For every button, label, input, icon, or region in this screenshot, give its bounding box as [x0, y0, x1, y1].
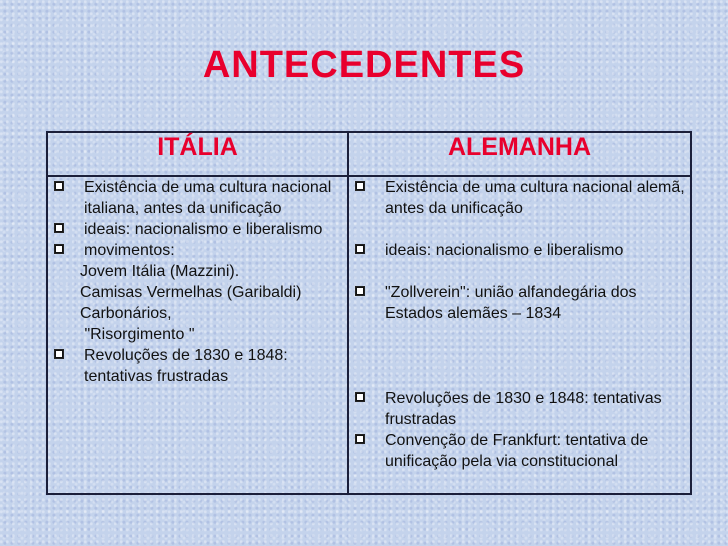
- checkbox-bullet-icon: [355, 181, 368, 194]
- list-item: Revoluções de 1830 e 1848: tentativas frustradas: [50, 345, 345, 387]
- list-item: ideais: nacionalismo e liberalismo: [351, 240, 688, 261]
- header-italia: ITÁLIA: [47, 132, 348, 176]
- checkbox-bullet-icon: [54, 244, 67, 257]
- checkbox-bullet-icon: [355, 244, 368, 257]
- list-item: Existência de uma cultura nacional italiana, antes da unificação: [50, 177, 345, 219]
- checkbox-bullet-icon: [54, 181, 67, 194]
- movimento-camisas-vermelhas: Camisas Vermelhas (Garibaldi): [80, 284, 302, 301]
- movimento-jovem-italia: Jovem Itália (Mazzini).: [80, 263, 240, 280]
- checkbox-bullet-icon: [355, 392, 368, 405]
- table-row: [47, 176, 691, 494]
- checkbox-bullet-icon: [355, 286, 368, 299]
- list-item: movimentos: Jovem Itália (Mazzini). Camisas Vermelhas (Garibaldi) Carbonários, "Risorgimento ": [50, 240, 345, 345]
- header-alemanha: ALEMANHA: [348, 132, 691, 176]
- cell-alemanha: [348, 176, 691, 494]
- list-item: "Zollverein": união alfandegária dos Estados alemães – 1834: [351, 282, 688, 324]
- cell-italia: [47, 176, 348, 494]
- list-item: Convenção de Frankfurt: tentativa de unificação pela via constitucional: [351, 430, 688, 472]
- italia-list: [48, 177, 347, 387]
- list-item: Existência de uma cultura nacional alemã, antes da unificação: [351, 177, 688, 219]
- slide-title: ANTECEDENTES: [202, 44, 526, 86]
- checkbox-bullet-icon: [355, 434, 368, 447]
- list-item: Revoluções de 1830 e 1848: tentativas frustradas: [351, 388, 688, 430]
- comparison-table: [46, 131, 692, 495]
- movimento-carbonarios: Carbonários,: [80, 305, 172, 322]
- checkbox-bullet-icon: [54, 349, 67, 362]
- table-header-row: [47, 132, 691, 176]
- alemanha-list: [349, 177, 690, 472]
- movimento-risorgimento: "Risorgimento ": [80, 326, 195, 343]
- checkbox-bullet-icon: [54, 223, 67, 236]
- list-item: ideais: nacionalismo e liberalismo: [50, 219, 345, 240]
